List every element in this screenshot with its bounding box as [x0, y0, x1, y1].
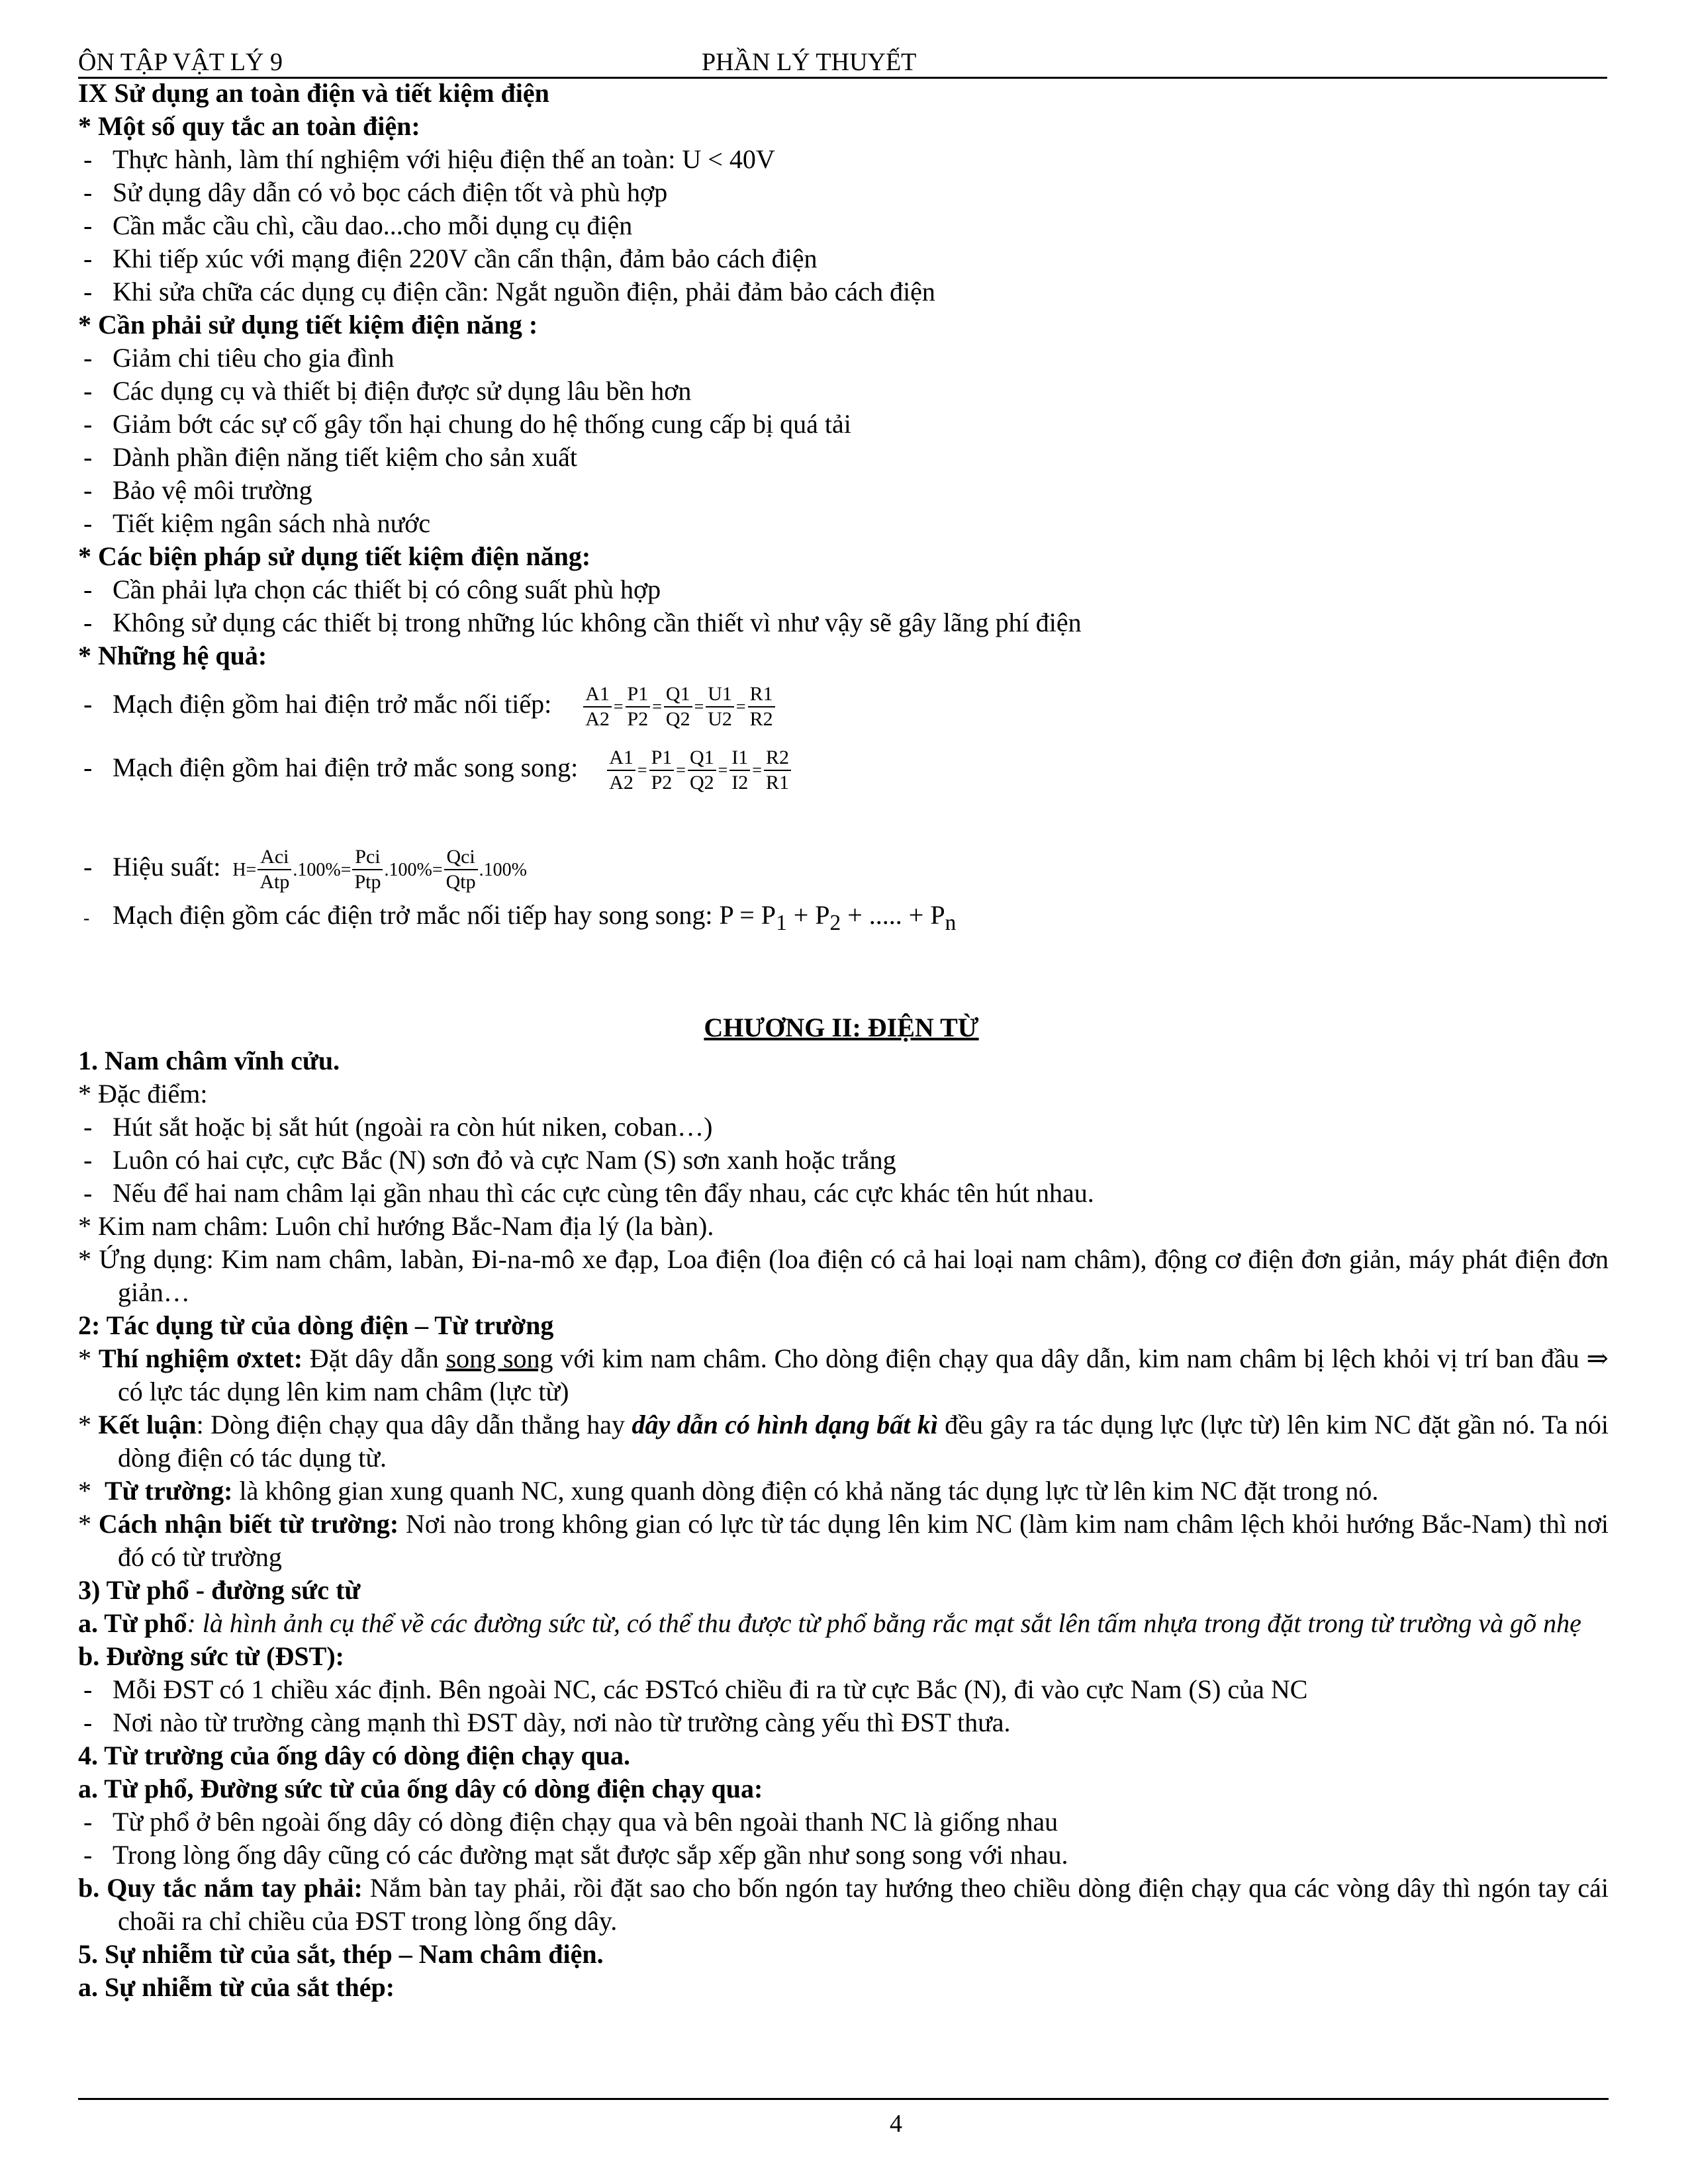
- header-center-title: PHẦN LÝ THUYẾT: [702, 48, 917, 76]
- equals-sign: =: [676, 760, 686, 780]
- power-formula-row: - Mạch điện gồm các điện trở mắc nối tiếp hay song song: $P = P_1 + P_2$ + ..... + $P_n$: [83, 900, 957, 935]
- fraction: [444, 845, 478, 894]
- section-5-title: 5. Sự nhiễm từ của sắt, thép – Nam châm điện.: [78, 1939, 604, 1969]
- list-item: - Không sử dụng các thiết bị trong những lúc không cần thiết vì như vậy sẽ gây lãng phí điện: [83, 608, 1082, 637]
- field-lines-title: b. Đường sức từ (ĐST):: [78, 1641, 344, 1671]
- field-detection-paragraph: * Cách nhận biết từ trường: Nơi nào trong không gian có lực từ tác dụng lên kim NC (làm kim nam châm lệch khỏi hướng Bắc-Nam) thì nơi đó có từ trường: [78, 1509, 1609, 1572]
- page-body: [78, 77, 1609, 2004]
- equals-sign: =: [718, 760, 728, 780]
- fraction: [748, 682, 775, 731]
- fraction-denominator: R1: [765, 771, 789, 794]
- list-item: - Các dụng cụ và thiết bị điện được sử dụng lâu bền hơn: [83, 376, 692, 406]
- list-item: - Trong lòng ống dây cũng có các đường mạt sắt được sắp xếp gần như song song với nhau.: [83, 1840, 1068, 1870]
- list-item: - Giảm chi tiêu cho gia đình: [83, 343, 395, 373]
- list-item: - Thực hành, làm thí nghiệm với hiệu điện thế an toàn: U < 40V: [83, 144, 775, 174]
- equals-sign: =: [752, 760, 762, 780]
- fraction: [626, 682, 651, 731]
- fraction: [706, 682, 734, 731]
- equals-sign: =: [432, 860, 443, 880]
- percent-suffix: .100%: [293, 860, 341, 880]
- fraction: [664, 682, 692, 731]
- fraction-numerator: Q1: [664, 682, 692, 707]
- fraction: [258, 845, 291, 894]
- list-item: - Cần mắc cầu chì, cầu dao...cho mỗi dụng cụ điện: [83, 210, 633, 240]
- parallel-formula-row: - Mạch điện gồm hai điện trở mắc song song: $\frac{A1}{A2}$ = $\frac{P1}{P2}$ = $\frac{Q1}{Q2}$ = $\frac{I1}{I2}$ = $\frac{R2}{R1}$: [78, 736, 1609, 809]
- fraction-numerator: Qci: [444, 845, 478, 870]
- fraction: [607, 746, 635, 795]
- series-ratio-formula: [582, 682, 776, 730]
- safety-heading: * Một số quy tắc an toàn điện:: [78, 111, 420, 141]
- equals-sign: =: [637, 760, 647, 780]
- fraction-denominator: R2: [749, 707, 773, 730]
- solenoid-spectrum-title: a. Từ phổ, Đường sức từ của ống dây có dòng điện chạy qua:: [78, 1774, 763, 1803]
- list-item: - Nơi nào từ trường càng mạnh thì ĐST dày, nơi nào từ trường càng yếu thì ĐST thưa.: [83, 1707, 1011, 1737]
- efficiency-formula-row: - Hiệu suất: H= $\frac{\text{Aci}}{\text{Atp}}$ .100%= $\frac{\text{Pci}}{\text{Ptp}}$ .100%= $\frac{\text{Qci}}{\text{Qtp}}$ .100%: [83, 845, 527, 893]
- fraction-numerator: I1: [729, 746, 750, 771]
- fraction-denominator: Q2: [689, 771, 714, 794]
- fraction-numerator: Q1: [688, 746, 716, 771]
- consequences-heading: * Những hệ quả:: [78, 641, 267, 670]
- percent-suffix: .100%: [384, 860, 432, 880]
- fraction-denominator: A2: [585, 707, 610, 730]
- parallel-label: Mạch điện gồm hai điện trở mắc song song:: [113, 752, 579, 782]
- fraction-denominator: Ptp: [354, 870, 381, 893]
- fraction-numerator: Pci: [352, 845, 383, 870]
- page-footer: [78, 2098, 1609, 2138]
- iron-magnetization-title: a. Sự nhiễm từ của sắt thép:: [78, 1972, 395, 2002]
- right-hand-rule-paragraph: b. Quy tắc nắm tay phải: Nắm bàn tay phải, rồi đặt sao cho bốn ngón tay hướng theo chiều dòng điện chạy qua các vòng dây thì ngón tay cái choãi ra chỉ chiều của ĐST trong lòng ống dây.: [78, 1873, 1609, 1936]
- list-item: - Cần phải lựa chọn các thiết bị có công suất phù hợp: [83, 574, 661, 604]
- header-left-title: ÔN TẬP VẬT LÝ 9: [78, 48, 283, 76]
- section-2-title: 2: Tác dụng từ của dòng điện – Từ trường: [78, 1310, 554, 1340]
- equals-sign: =: [735, 696, 746, 716]
- fraction-numerator: U1: [706, 682, 734, 707]
- list-item: - Giảm bớt các sự cố gây tổn hại chung do hệ thống cung cấp bị quá tải: [83, 409, 851, 439]
- features-heading: * Đặc điểm:: [78, 1079, 208, 1109]
- list-item: - Bảo vệ môi trường: [83, 475, 312, 505]
- efficiency-label: Hiệu suất:: [113, 852, 221, 882]
- fraction-numerator: P1: [626, 682, 651, 707]
- fraction-denominator: Qtp: [445, 870, 476, 893]
- oersted-experiment-paragraph: * Thí nghiệm ơxtet: Đặt dây dẫn song song với kim nam châm. Cho dòng điện chạy qua dây dẫn, kim nam châm bị lệch khỏi vị trí ban đầu ⇒ có lực tác dụng lên kim nam châm (lực từ): [78, 1343, 1609, 1406]
- fraction-denominator: P2: [627, 707, 649, 730]
- power-formula: Mạch điện gồm các điện trở mắc nối tiếp hay song song: $P = P_1 + P_2$ + ..... + $P_n$: [113, 900, 957, 935]
- fraction: [729, 746, 750, 795]
- fraction-numerator: A1: [607, 746, 635, 771]
- fraction: [649, 746, 675, 795]
- percent-suffix: .100%: [479, 860, 527, 880]
- measures-heading: * Các biện pháp sử dụng tiết kiệm điện năng:: [78, 541, 591, 571]
- fraction-numerator: P1: [649, 746, 675, 771]
- fraction: [352, 845, 383, 894]
- fraction-numerator: A1: [583, 682, 612, 707]
- page-header: [78, 44, 1607, 79]
- list-item: - Dành phần điện năng tiết kiệm cho sản xuất: [83, 442, 578, 472]
- equals-sign: =: [613, 696, 624, 716]
- list-item: - Khi sửa chữa các dụng cụ điện cần: Ngắt nguồn điện, phải đảm bảo cách điện: [83, 277, 935, 306]
- fraction-numerator: R1: [748, 682, 775, 707]
- fraction-numerator: Aci: [258, 845, 291, 870]
- fraction-denominator: P2: [651, 771, 673, 794]
- list-item: - Hút sắt hoặc bị sắt hút (ngoài ra còn hút niken, coban…): [83, 1112, 713, 1142]
- chapter-title: CHƯƠNG II: ĐIỆN TỪ: [704, 1013, 979, 1042]
- section-1-title: 1. Nam châm vĩnh cửu.: [78, 1046, 340, 1075]
- list-item: - Tiết kiệm ngân sách nhà nước: [83, 508, 431, 538]
- fraction-denominator: U2: [708, 707, 732, 730]
- list-item: - Sử dụng dây dẫn có vỏ bọc cách điện tốt và phù hợp: [83, 177, 668, 207]
- fraction-denominator: A2: [609, 771, 633, 794]
- fraction-denominator: I2: [731, 771, 749, 794]
- fraction-denominator: Atp: [259, 870, 290, 893]
- conclusion-paragraph: * Kết luận: Dòng điện chạy qua dây dẫn thẳng hay dây dẫn có hình dạng bất kì đều gây ra tác dụng lực (lực từ) lên kim NC đặt gần nó. Ta nói dòng điện có tác dụng từ.: [78, 1410, 1609, 1473]
- equals-sign: =: [694, 696, 704, 716]
- compass-line: * Kim nam châm: Luôn chỉ hướng Bắc-Nam địa lý (la bàn).: [78, 1211, 714, 1241]
- parallel-ratio-formula: [606, 746, 792, 794]
- fraction: [583, 682, 612, 731]
- section-3-title: 3) Từ phổ - đường sức từ: [78, 1575, 361, 1605]
- magnetic-field-paragraph: * Từ trường: là không gian xung quanh NC, xung quanh dòng điện có khả năng tác dụng lực từ lên kim NC đặt trong nó.: [78, 1476, 1379, 1506]
- efficiency-prefix: H=: [232, 860, 257, 880]
- equals-sign: =: [340, 860, 352, 880]
- fraction: [764, 746, 791, 795]
- magnetic-spectrum-paragraph: a. Từ phổ: là hình ảnh cụ thể về các đường sức từ, có thể thu được từ phổ bằng rắc mạt sắt lên tấm nhựa trong đặt trong từ trường và gõ nhẹ: [78, 1608, 1581, 1638]
- list-item: - Luôn có hai cực, cực Bắc (N) sơn đỏ và cực Nam (S) sơn xanh hoặc trắng: [83, 1145, 896, 1175]
- saving-heading: * Cần phải sử dụng tiết kiệm điện năng :: [78, 310, 538, 340]
- section-4-title: 4. Từ trường của ống dây có dòng điện chạy qua.: [78, 1741, 631, 1770]
- equals-sign: =: [652, 696, 662, 716]
- applications-paragraph: * Ứng dụng: Kim nam châm, labàn, Đi-na-mô xe đạp, Loa điện (loa điện có cả hai loại nam châm), động cơ điện đơn giản, máy phát điện đơn giản…: [78, 1244, 1609, 1307]
- series-label: Mạch điện gồm hai điện trở mắc nối tiếp:: [113, 689, 552, 719]
- fraction: [688, 746, 716, 795]
- fraction-numerator: R2: [764, 746, 791, 771]
- list-item: - Mỗi ĐST có 1 chiều xác định. Bên ngoài NC, các ĐSTcó chiều đi ra từ cực Bắc (N), đi vào cực Nam (S) của NC: [83, 1674, 1308, 1704]
- series-formula-row: - Mạch điện gồm hai điện trở mắc nối tiếp: $\frac{A1}{A2}$ = $\frac{P1}{P2}$ = $\frac{Q1}{Q2}$ = $\frac{U1}{U2}$ = $\frac{R1}{R2}$: [78, 672, 1609, 736]
- section-ix-title: IX Sử dụng an toàn điện và tiết kiệm điện: [78, 78, 549, 108]
- list-item: - Khi tiếp xúc với mạng điện 220V cần cẩn thận, đảm bảo cách điện: [83, 244, 818, 273]
- list-item: - Từ phổ ở bên ngoài ống dây có dòng điện chạy qua và bên ngoài thanh NC là giống nhau: [83, 1807, 1058, 1837]
- list-item: - Nếu để hai nam châm lại gần nhau thì các cực cùng tên đẩy nhau, các cực khác tên hút nhau.: [83, 1178, 1094, 1208]
- page-number: 4: [890, 2110, 902, 2138]
- fraction-denominator: Q2: [665, 707, 690, 730]
